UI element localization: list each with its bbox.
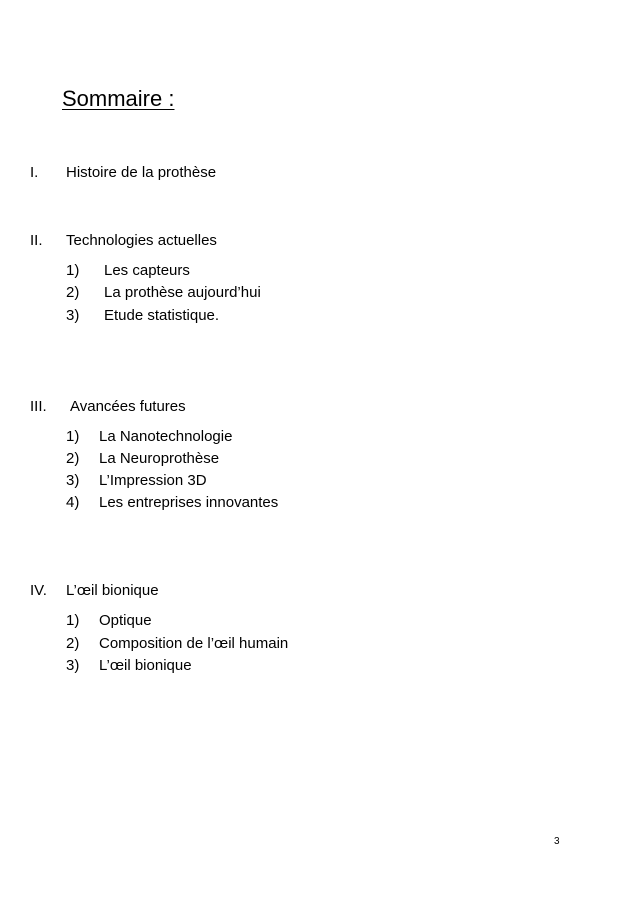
list-item: La prothèse aujourd’hui (104, 284, 261, 301)
page-number: 3 (554, 836, 560, 847)
list-item-number: 1) (66, 262, 80, 279)
section-numeral-3: III. (30, 398, 47, 415)
list-item-number: 2) (66, 635, 80, 652)
section-numeral-4: IV. (30, 582, 47, 599)
list-item-number: 2) (66, 284, 80, 301)
list-item: Composition de l’œil humain (99, 635, 289, 652)
list-item-number: 4) (66, 494, 80, 511)
list-item: Les capteurs (104, 262, 190, 279)
list-item: Optique (99, 612, 152, 629)
list-item: La Nanotechnologie (99, 428, 233, 445)
section-title-2: Technologies actuelles (66, 232, 217, 249)
section-title-1: Histoire de la prothèse (66, 164, 217, 181)
list-item-number: 3) (66, 657, 80, 674)
list-item-number: 3) (66, 307, 80, 324)
list-item: Etude statistique. (104, 307, 220, 324)
section-numeral-2: II. (30, 232, 43, 249)
list-item-number: 3) (66, 472, 80, 489)
list-item: La Neuroprothèse (99, 450, 220, 467)
list-item: L’œil bionique (99, 657, 192, 674)
section-numeral-1: I. (30, 164, 39, 181)
list-item: Les entreprises innovantes (99, 494, 279, 511)
list-item-number: 1) (66, 428, 80, 445)
list-item-number: 2) (66, 450, 80, 467)
list-item-number: 1) (66, 612, 80, 629)
page-title: Sommaire : (62, 86, 175, 111)
section-title-4: L’œil bionique (66, 582, 159, 599)
section-title-3: Avancées futures (70, 398, 186, 415)
list-item: L’Impression 3D (99, 472, 207, 489)
